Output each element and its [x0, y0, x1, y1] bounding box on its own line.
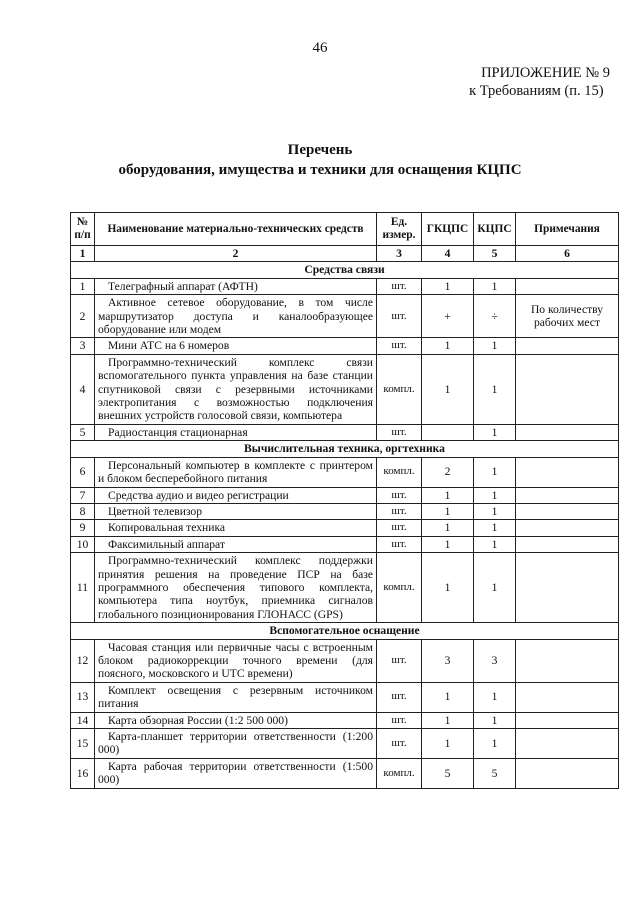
- page-number: 46: [312, 40, 328, 56]
- table-row: [71, 278, 619, 294]
- row-name: Копировальная техника: [95, 520, 377, 536]
- title-line-1: Перечень: [287, 142, 353, 158]
- row-kcps: 1: [474, 457, 516, 487]
- row-note: [516, 553, 619, 623]
- table-row: [71, 520, 619, 536]
- row-number: 16: [71, 758, 95, 788]
- title-line-2: оборудования, имущества и техники для оснащения КЦПС: [118, 162, 522, 178]
- header-notes: Примечания: [516, 213, 619, 246]
- row-number: 11: [71, 553, 95, 623]
- section-title: Средства связи: [71, 262, 619, 278]
- row-gkcps: +: [422, 295, 474, 338]
- row-gkcps: 1: [422, 487, 474, 503]
- row-gkcps: 5: [422, 758, 474, 788]
- column-index: 6: [516, 246, 619, 262]
- row-name: Карта рабочая территории ответственности (1:500 000): [95, 758, 377, 788]
- row-unit: шт.: [377, 520, 422, 536]
- table-row: [71, 712, 619, 728]
- row-unit: компл.: [377, 354, 422, 424]
- row-kcps: 1: [474, 520, 516, 536]
- table-row: [71, 503, 619, 519]
- row-note: [516, 503, 619, 519]
- row-kcps: 1: [474, 729, 516, 759]
- row-kcps: 1: [474, 503, 516, 519]
- row-name: Цветной телевизор: [95, 503, 377, 519]
- header-num: № п/п: [71, 213, 95, 246]
- row-note: [516, 536, 619, 552]
- row-gkcps: 1: [422, 729, 474, 759]
- row-gkcps: 2: [422, 457, 474, 487]
- row-number: 3: [71, 338, 95, 354]
- row-unit: шт.: [377, 729, 422, 759]
- row-name: Комплект освещения с резервным источником питания: [95, 682, 377, 712]
- table-row: [71, 682, 619, 712]
- row-kcps: 1: [474, 278, 516, 294]
- row-gkcps: 1: [422, 338, 474, 354]
- section-row: [71, 441, 619, 457]
- column-index: 2: [95, 246, 377, 262]
- row-gkcps: 1: [422, 503, 474, 519]
- table-row: [71, 457, 619, 487]
- section-title: Вычислительная техника, оргтехника: [71, 441, 619, 457]
- row-unit: компл.: [377, 758, 422, 788]
- row-unit: шт.: [377, 503, 422, 519]
- row-note: [516, 729, 619, 759]
- row-number: 9: [71, 520, 95, 536]
- row-unit: компл.: [377, 457, 422, 487]
- column-index: 1: [71, 246, 95, 262]
- column-index-row: [71, 246, 619, 262]
- table-row: [71, 424, 619, 440]
- equipment-table: [70, 212, 619, 789]
- row-kcps: 1: [474, 712, 516, 728]
- row-name: Факсимильный аппарат: [95, 536, 377, 552]
- table-row: [71, 758, 619, 788]
- document-title: [0, 140, 640, 180]
- row-note: [516, 758, 619, 788]
- row-note: [516, 457, 619, 487]
- row-kcps: 1: [474, 487, 516, 503]
- row-unit: шт.: [377, 424, 422, 440]
- row-number: 2: [71, 295, 95, 338]
- row-kcps: 1: [474, 553, 516, 623]
- row-number: 5: [71, 424, 95, 440]
- table-row: [71, 639, 619, 682]
- appendix-block: [469, 64, 610, 100]
- row-name: Активное сетевое оборудование, в том числе маршрутизатор доступа и каналообразующее оборудование или модем: [95, 295, 377, 338]
- column-index: 5: [474, 246, 516, 262]
- header-name: Наименование материально-технических средств: [95, 213, 377, 246]
- row-name: Карта обзорная России (1:2 500 000): [95, 712, 377, 728]
- row-unit: компл.: [377, 553, 422, 623]
- row-kcps: 3: [474, 639, 516, 682]
- header-kcps: КЦПС: [474, 213, 516, 246]
- header-unit: Ед. измер.: [377, 213, 422, 246]
- row-note: [516, 639, 619, 682]
- row-gkcps: 1: [422, 520, 474, 536]
- row-name: Мини АТС на 6 номеров: [95, 338, 377, 354]
- row-gkcps: 1: [422, 278, 474, 294]
- row-name: Персональный компьютер в комплекте с принтером и блоком бесперебойного питания: [95, 457, 377, 487]
- table-row: [71, 487, 619, 503]
- table-row: [71, 338, 619, 354]
- row-gkcps: 1: [422, 354, 474, 424]
- appendix-line-2: к Требованиям (п. 15): [469, 83, 604, 99]
- table-row: [71, 553, 619, 623]
- column-index: 4: [422, 246, 474, 262]
- row-name: Карта-планшет территории ответственности (1:200 000): [95, 729, 377, 759]
- row-number: 8: [71, 503, 95, 519]
- row-name: Часовая станция или первичные часы с встроенным блоком радиокоррекции точного времени (для поясного, московского и UTC времени): [95, 639, 377, 682]
- row-note: [516, 338, 619, 354]
- row-gkcps: 1: [422, 682, 474, 712]
- table-body: [71, 262, 619, 788]
- row-name: Средства аудио и видео регистрации: [95, 487, 377, 503]
- row-unit: шт.: [377, 338, 422, 354]
- row-kcps: 1: [474, 424, 516, 440]
- table-header-row: [71, 213, 619, 246]
- table-row: [71, 295, 619, 338]
- row-number: 1: [71, 278, 95, 294]
- row-unit: шт.: [377, 682, 422, 712]
- row-gkcps: 1: [422, 712, 474, 728]
- row-note: [516, 712, 619, 728]
- row-kcps: 1: [474, 338, 516, 354]
- table-row: [71, 354, 619, 424]
- row-unit: шт.: [377, 536, 422, 552]
- row-name: Программно-технический комплекс поддержки принятия решения на проведение ПСР на базе программного обеспечения типового комплекта, компьютера типа ноутбук, приемника сигналов глобального позиционирования ГЛОНАСС (GPS): [95, 553, 377, 623]
- header-gkcps: ГКЦПС: [422, 213, 474, 246]
- table-row: [71, 536, 619, 552]
- appendix-line-1: ПРИЛОЖЕНИЕ № 9: [481, 65, 610, 81]
- row-number: 15: [71, 729, 95, 759]
- table-row: [71, 729, 619, 759]
- row-unit: шт.: [377, 712, 422, 728]
- row-unit: шт.: [377, 278, 422, 294]
- row-kcps: ÷: [474, 295, 516, 338]
- row-unit: шт.: [377, 295, 422, 338]
- section-title: Вспомогательное оснащение: [71, 623, 619, 639]
- row-name: Телеграфный аппарат (АФТН): [95, 278, 377, 294]
- row-gkcps: 3: [422, 639, 474, 682]
- row-kcps: 1: [474, 682, 516, 712]
- row-note: [516, 424, 619, 440]
- row-note: [516, 278, 619, 294]
- section-row: [71, 623, 619, 639]
- section-row: [71, 262, 619, 278]
- row-note: [516, 520, 619, 536]
- row-number: 12: [71, 639, 95, 682]
- row-gkcps: 1: [422, 536, 474, 552]
- row-unit: шт.: [377, 639, 422, 682]
- row-note: [516, 354, 619, 424]
- row-number: 10: [71, 536, 95, 552]
- row-kcps: 1: [474, 536, 516, 552]
- row-gkcps: 1: [422, 553, 474, 623]
- row-note: [516, 487, 619, 503]
- row-unit: шт.: [377, 487, 422, 503]
- row-kcps: 1: [474, 354, 516, 424]
- column-index: 3: [377, 246, 422, 262]
- row-number: 13: [71, 682, 95, 712]
- row-gkcps: [422, 424, 474, 440]
- row-number: 6: [71, 457, 95, 487]
- row-note: [516, 682, 619, 712]
- row-number: 4: [71, 354, 95, 424]
- row-name: Программно-технический комплекс связи вспомогательного пункта управления на базе станции спутниковой связи с резервными источниками электропитания с возможностью подключения внешних устройств голосовой связи, компьютера: [95, 354, 377, 424]
- row-number: 7: [71, 487, 95, 503]
- row-name: Радиостанция стационарная: [95, 424, 377, 440]
- row-kcps: 5: [474, 758, 516, 788]
- row-number: 14: [71, 712, 95, 728]
- row-note: По количеству рабочих мест: [516, 295, 619, 338]
